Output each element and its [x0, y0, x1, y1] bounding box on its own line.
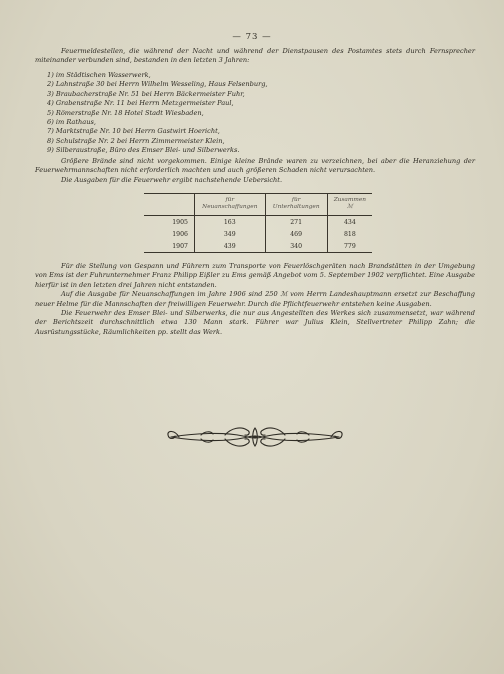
table-cell: 779	[327, 240, 372, 253]
intro-block	[35, 47, 475, 66]
table-header-year	[144, 194, 195, 216]
table-header-total: Zusammen ℳ	[327, 194, 372, 216]
table-header-row	[144, 194, 372, 216]
list-item: 9) Silberaustraße, Büro des Emser Blei- und Silberwerks.	[47, 146, 240, 155]
list-item: 8) Schulstraße Nr. 2 bei Herrn Zimmermeister Klein,	[47, 136, 225, 145]
works-fire-brigade-paragraph: Die Feuerwehr des Emser Blei- und Silberwerks, die nur aus Angestellten des Werkes sich zusammensetzt, war während der Berichtszeit durchschnittlich etwa 130 Mann stark. Führer war Julius Klein, Stellvertreter Philipp Zahn; die Ausrüstungsstücke, Räumlichkeiten pp. stellt das Werk.	[35, 309, 475, 336]
decorative-ornament	[165, 418, 345, 456]
table-row	[144, 228, 372, 240]
table-cell: 434	[343, 218, 356, 226]
table-cell: 469	[265, 228, 327, 240]
list-item: 3) Braubacherstraße Nr. 51 bei Herrn Bäckermeister Fuhr,	[47, 89, 245, 98]
page-number: — 73 —	[232, 32, 272, 42]
fires-block	[35, 157, 475, 185]
list-item: 1) im Städtischen Wasserwerk,	[47, 71, 151, 79]
intro-paragraph: Feuermeldestellen, die während der Nacht und während der Dienstpausen des Postamtes stets durch Fernsprecher miteinander verbunden sind, bestanden in den letzten 3 Jahren:	[35, 47, 475, 65]
table-row	[144, 240, 372, 253]
fires-paragraph: Größere Brände sind nicht vorgekommen. Einige kleine Brände waren zu verzeichnen, bei aber die Heranziehung der Feuerwehrmannschaften nicht erforderlich machten und auch größeren Schaden nicht verursachten.	[35, 157, 475, 175]
table-cell: 340	[265, 240, 327, 253]
helmets-paragraph: Auf die Ausgabe für Neuanschaffungen im Jahre 1906 sind 250 ℳ vom Herrn Landeshauptmann ersetzt zur Beschaffung neuer Helme für die Mannschaften der freiwilligen Feuerwehr. Durch die Pflichtfeuerwehr entstehen keine Ausgaben.	[35, 290, 475, 308]
table-cell-year: 1906	[144, 228, 195, 240]
fire-alarm-station-list	[47, 71, 268, 156]
transport-block	[35, 262, 475, 337]
list-item: 5) Römerstraße Nr. 18 Hotel Stadt Wiesbaden,	[47, 108, 204, 117]
list-item: 7) Marktstraße Nr. 10 bei Herrn Gastwirt Hoericht,	[47, 127, 220, 136]
list-item: 4) Grabenstraße Nr. 11 bei Herrn Metzgermeister Paul,	[47, 99, 234, 108]
table-cell-year: 1905	[144, 216, 195, 229]
table-cell: 271	[265, 216, 327, 229]
table-header-maintenance: für Unterhaltungen	[265, 194, 327, 216]
list-item: 2) Lahnstraße 30 bei Herrn Wilhelm Wesseling, Haus Felsenburg,	[47, 80, 268, 89]
list-item: 6) im Rathaus,	[47, 118, 96, 127]
transport-paragraph: Für die Stellung von Gespann und Führern zum Transporte von Feuerlöschgeräten nach Brandstätten in der Umgebung von Ems ist der Fuhrunternehmer Franz Philipp Eißler zu Ems gemäß Angebot vom 5. September 1902 verpflichtet. Eine Ausgabe hierfür ist in den letzten drei Jahren nicht entstanden.	[35, 262, 475, 289]
expenses-table	[144, 193, 372, 253]
table-cell-year: 1907	[144, 240, 195, 253]
table-row	[144, 216, 372, 229]
table-cell: 163	[195, 216, 266, 229]
table-cell: 439	[195, 240, 266, 253]
table-cell: 349	[195, 228, 266, 240]
table-header-new-purchases: für Neuanschaffungen	[195, 194, 266, 216]
table-cell: 818	[343, 230, 356, 238]
expenses-intro: Die Ausgaben für die Feuerwehr ergibt nachstehende Uebersicht.	[61, 175, 283, 184]
